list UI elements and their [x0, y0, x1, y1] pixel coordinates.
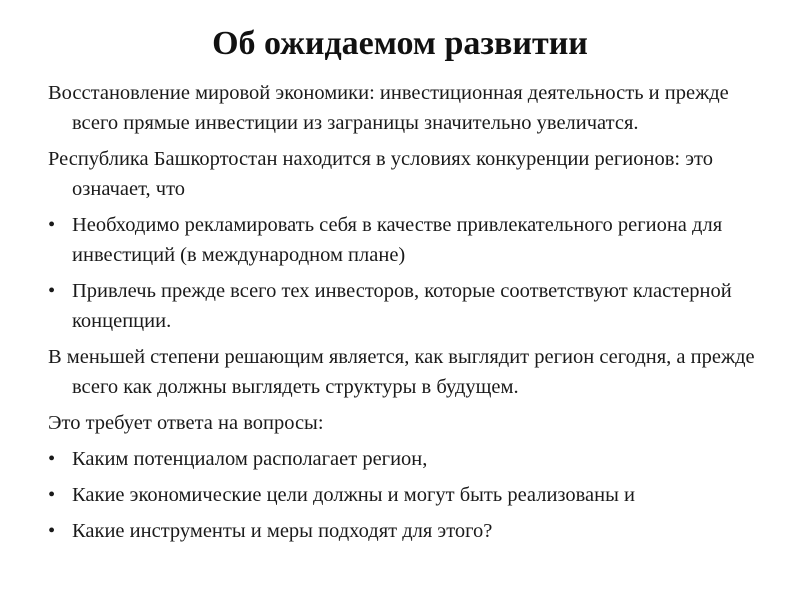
bullet-text: Какие экономические цели должны и могут быть реализованы и	[72, 484, 635, 506]
bullet-item-instruments	[48, 516, 768, 546]
bullet-icon: •	[48, 448, 56, 470]
paragraph-competition: Республика Башкортостан находится в условиях конкуренции регионов: это означает, что	[48, 148, 713, 200]
bullet-item-economic-goals	[48, 480, 768, 510]
slide-body	[48, 78, 768, 552]
paragraph-future-structures: В меньшей степени решающим является, как выглядит регион сегодня, а прежде всего как должны выглядеть структуры в будущем.	[48, 346, 755, 398]
bullet-text: Необходимо рекламировать себя в качестве привлекательного региона для инвестиций (в международном плане)	[72, 214, 723, 266]
bullet-icon: •	[48, 214, 56, 236]
slide-title: Об ожидаемом развитии	[212, 25, 588, 62]
paragraph-questions-intro: Это требует ответа на вопросы:	[48, 412, 324, 434]
bullet-text: Каким потенциалом располагает регион,	[72, 448, 428, 470]
bullet-text: Привлечь прежде всего тех инвесторов, которые соответствуют кластерной концепции.	[72, 280, 732, 332]
bullet-icon: •	[48, 484, 56, 506]
bullet-item-potential	[48, 444, 768, 474]
bullet-icon: •	[48, 520, 56, 542]
bullet-item-advertise	[48, 210, 768, 270]
paragraph-recovery: Восстановление мировой экономики: инвестиционная деятельность и прежде всего прямые инвестиции из заграницы значительно увеличатся.	[48, 82, 729, 134]
bullet-text: Какие инструменты и меры подходят для этого?	[72, 520, 493, 542]
bullet-item-attract-investors	[48, 276, 768, 336]
bullet-icon: •	[48, 280, 56, 302]
